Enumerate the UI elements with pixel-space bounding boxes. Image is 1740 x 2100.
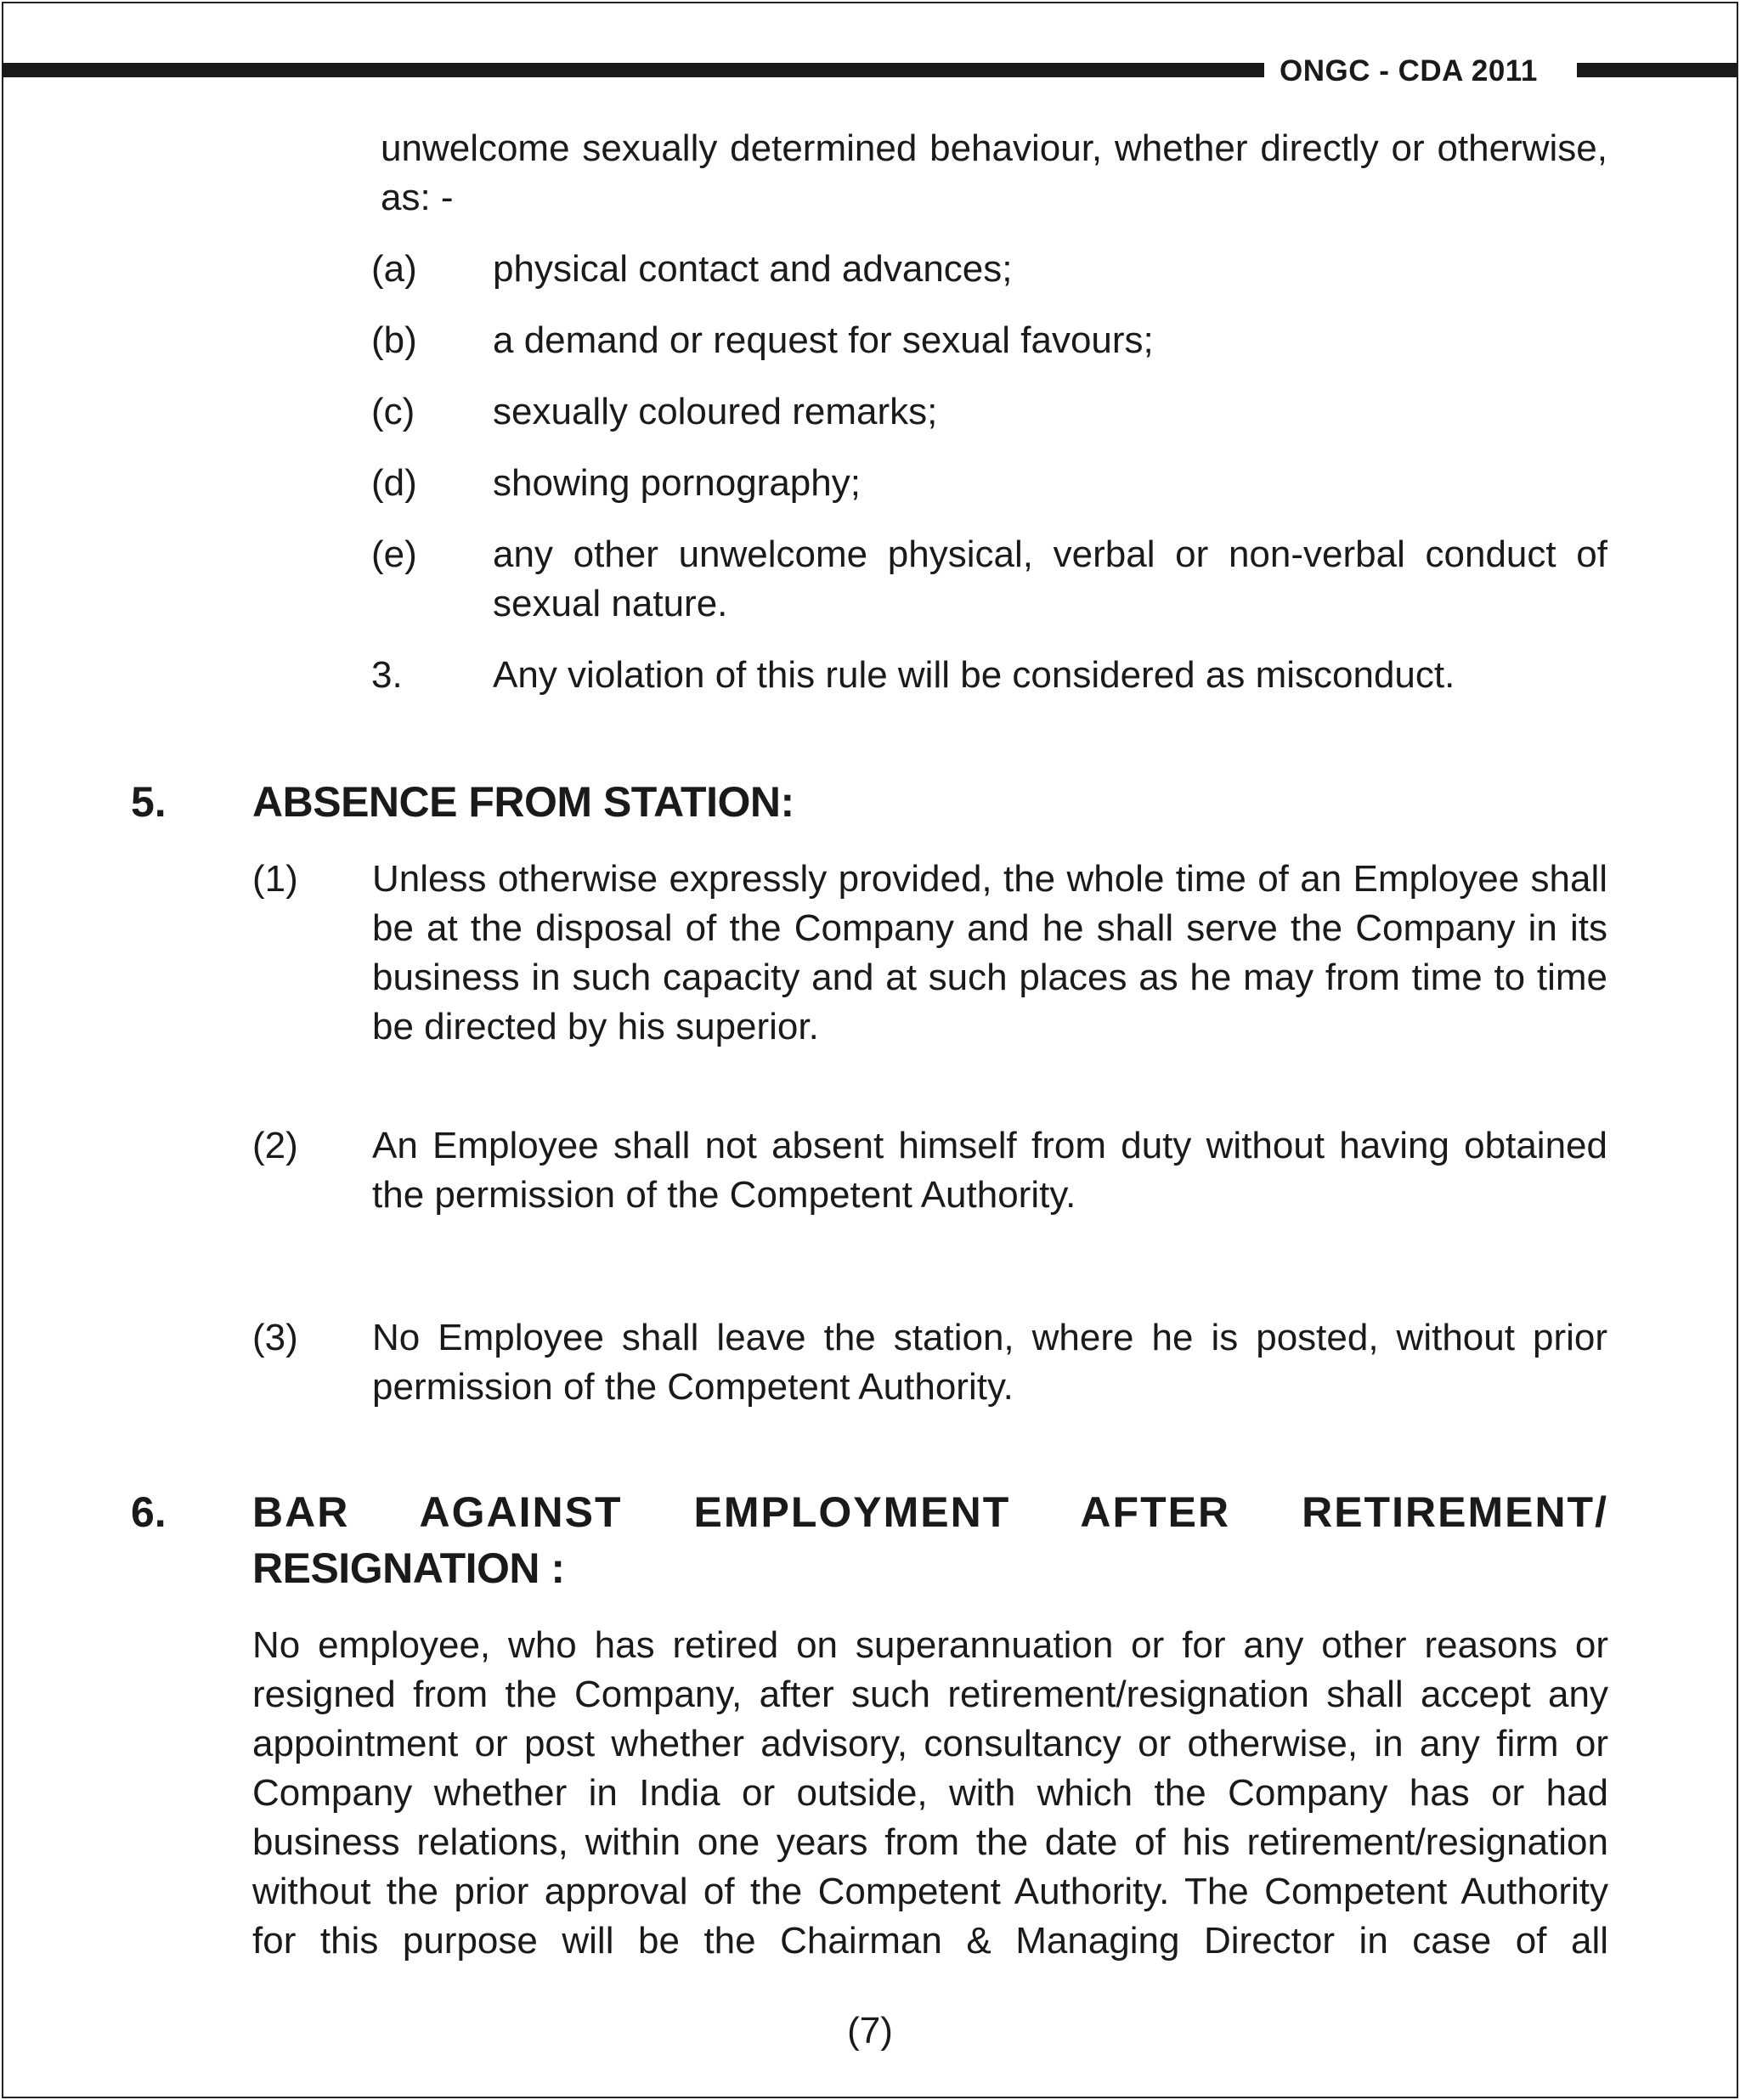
clause-text: No Employee shall leave the station, where he is posted, without prior permission of the Competent Authority. [372, 1317, 1607, 1408]
list-item: sexually coloured remarks; [493, 391, 938, 432]
list-marker: (a) [371, 248, 417, 290]
section-title-continued: RESIGNATION : [252, 1544, 565, 1592]
clause-text: Unless otherwise expressly provided, the whole time of an Employee shall be at the disposal of the Company and he shall serve the Company in its business in such capacity and at such places as he may from time to time be directed by his superior. [372, 858, 1607, 1047]
list-item: physical contact and advances; [493, 248, 1013, 290]
header-rule-left [2, 63, 1264, 77]
clause-marker: (3) [252, 1317, 298, 1358]
section-title: BAR AGAINST EMPLOYMENT AFTER RETIREMENT/ [252, 1488, 1608, 1536]
clause-text: An Employee shall not absent himself from duty without having obtained the permission of the Competent Authority. [372, 1125, 1607, 1216]
header-title: ONGC - CDA 2011 [1280, 54, 1538, 88]
clause-marker: (1) [252, 858, 298, 900]
list-marker: (d) [371, 462, 417, 504]
section-body: No employee, who has retired on superannuation or for any other reasons or resigned from the Company, after such retirement/resignation shall accept any appointment or post whether advisory, consultancy or otherwise, in any firm or Company whether in India or outside, with which the Company has or had business relations, within one years from the date of his retirement/resignation without the prior approval of the Competent Authority. The Competent Authority for this purpose will be the Chairman & Managing Director in case of all [252, 1624, 1608, 1962]
header-rule-right [1577, 63, 1737, 77]
intro-paragraph: unwelcome sexually determined behaviour, whether directly or otherwise, as: - [381, 127, 1607, 218]
list-marker: (c) [371, 391, 415, 432]
page-number: (7) [847, 2010, 893, 2052]
list-item: a demand or request for sexual favours; [493, 319, 1154, 361]
section-number: 6. [131, 1488, 167, 1536]
list-marker: (e) [371, 533, 417, 575]
list-item: Any violation of this rule will be considered as misconduct. [493, 654, 1455, 696]
list-item: showing pornography; [493, 462, 861, 504]
list-marker: (b) [371, 319, 417, 361]
list-item: any other unwelcome physical, verbal or non-verbal conduct of sexual nature. [493, 533, 1607, 624]
section-number: 5. [131, 778, 167, 826]
list-marker: 3. [371, 654, 403, 696]
section-title: ABSENCE FROM STATION: [252, 778, 794, 826]
clause-marker: (2) [252, 1125, 298, 1166]
